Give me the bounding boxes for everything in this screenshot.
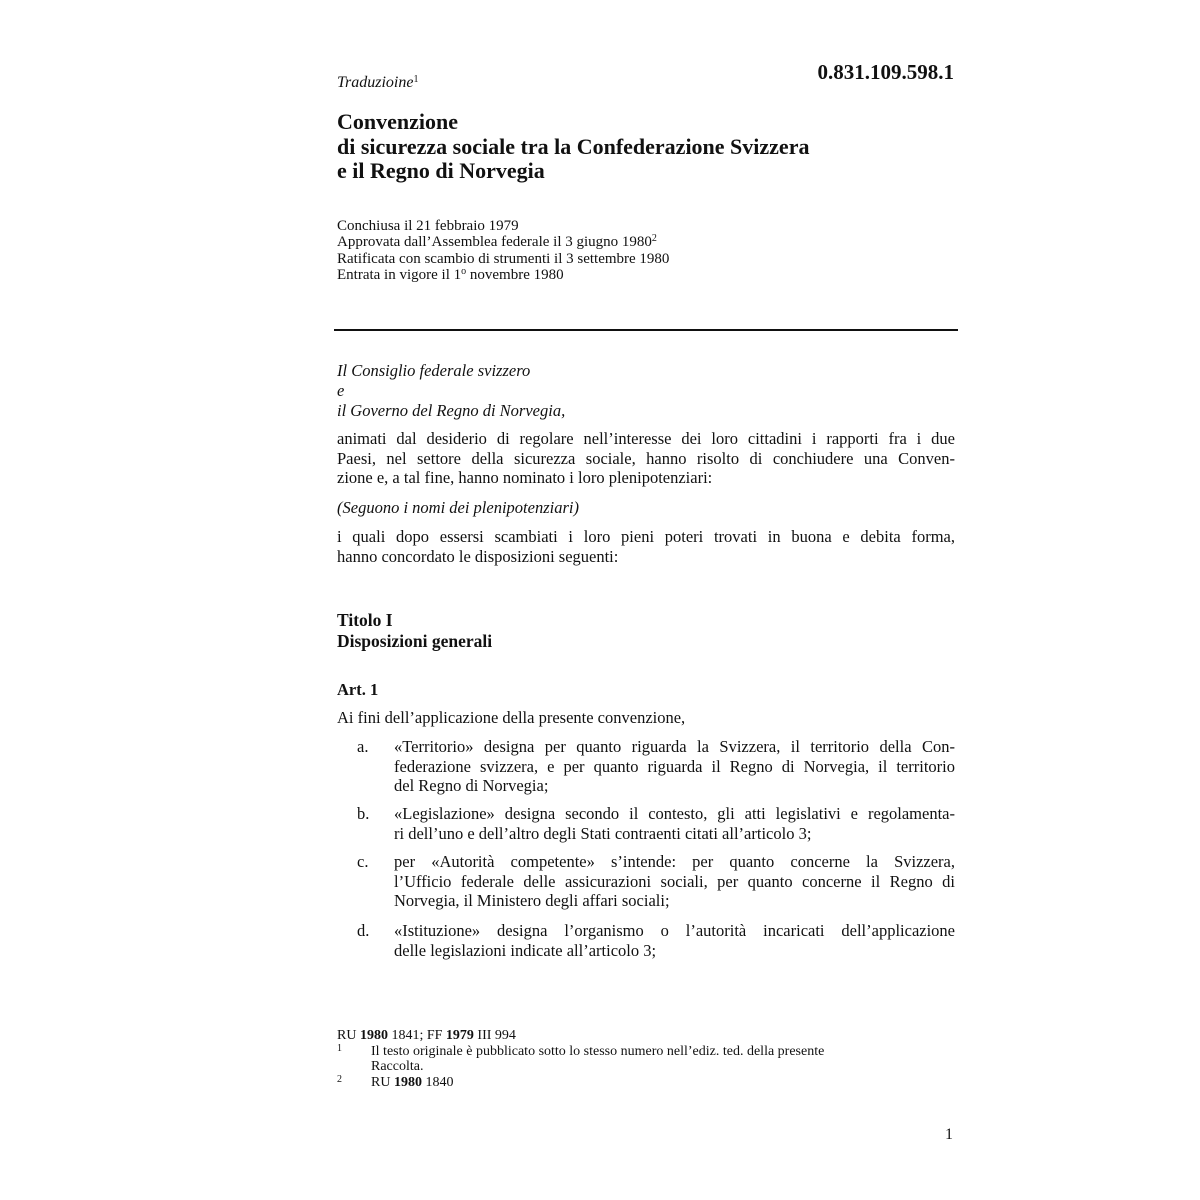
list-item-line: «Territorio» designa per quanto riguarda la Svizzera, il territorio della Con- <box>394 737 955 756</box>
footnote-ref-1[interactable]: 1 <box>413 74 419 85</box>
header-divider <box>334 329 958 331</box>
section-title-line-1: Titolo I <box>337 610 393 630</box>
footnote-mark: 2 <box>337 1073 342 1085</box>
list-item-line: delle legislazioni indicate all’articolo 3; <box>394 940 657 960</box>
ordinal-indicator: o <box>461 265 467 277</box>
list-item-text <box>394 852 955 911</box>
translation-label-text: Traduzioine <box>337 74 414 91</box>
footnote-1 <box>337 1042 825 1060</box>
footnote-text: Raccolta. <box>371 1059 424 1074</box>
plenipotentiaries-note: (Seguono i nomi dei plenipotenziari) <box>337 498 579 517</box>
footnote-1-continuation <box>337 1059 516 1075</box>
list-item-line: «Istituzione» designa l’organismo o l’autorità incaricati dell’applicazione <box>394 921 955 940</box>
preamble-conjunction: e <box>337 381 345 400</box>
date-in-force-prefix: Entrata in vigore il 1 <box>337 266 462 283</box>
list-item-line: Norvegia, il Ministero degli affari sociali; <box>394 891 670 910</box>
footnote-text <box>371 1075 453 1091</box>
list-item-text <box>394 804 955 843</box>
title-line-2: di sicurezza sociale tra la Confederazione Svizzera <box>337 133 810 159</box>
preamble-party-2: il Governo del Regno di Norvegia, <box>337 401 566 420</box>
footnote-mark: 1 <box>337 1042 342 1054</box>
list-item-line: per «Autorità competente» s’intende: per quanto concerne la Svizzera, <box>394 852 955 871</box>
preamble-p2-line-2: hanno concordato le disposizioni seguenti: <box>337 546 619 566</box>
list-item-letter: c. <box>357 852 369 871</box>
preamble-p1-line-1: animati dal desiderio di regolare nell’interesse dei loro cittadini i rapporti fra i due <box>337 429 955 448</box>
date-in-force-suffix: novembre 1980 <box>466 266 564 283</box>
list-item-letter: b. <box>357 804 370 823</box>
article-heading: Art. 1 <box>337 680 379 699</box>
preamble-p1-line-3: zione e, a tal fine, hanno nominato i loro plenipotenziari: <box>337 468 713 487</box>
document-title <box>337 110 809 184</box>
preamble-paragraph-1 <box>337 429 955 488</box>
sr-number: 0.831.109.598.1 <box>817 60 954 84</box>
date-approved-text: Approvata dall’Assemblea federale il 3 giugno 1980 <box>337 234 652 251</box>
list-item-line: l’Ufficio federale delle assicurazioni sociali, per quanto concerne il Regno di <box>394 871 955 891</box>
fn2-prefix: RU <box>371 1074 394 1090</box>
article-intro: Ai fini dell’applicazione della presente convenzione, <box>337 708 686 727</box>
enactment-dates <box>337 218 669 283</box>
ff-year: 1979 <box>445 1028 474 1043</box>
title-line-3: e il Regno di Norvegia <box>337 158 545 183</box>
translation-label <box>337 74 418 92</box>
footnotes <box>337 1028 825 1090</box>
title-line-1: Convenzione <box>337 109 458 134</box>
list-item-line: federazione svizzera, e per quanto riguarda il Regno di Norvegia, il territorio <box>394 756 955 776</box>
list-item-line: «Legislazione» designa secondo il contesto, gli atti legislativi e regolamenta- <box>394 804 955 823</box>
footnote-2 <box>337 1075 516 1091</box>
publication-reference <box>337 1028 516 1044</box>
section-title-line-2: Disposizioni generali <box>337 631 493 651</box>
ru-middle: 1841; FF <box>387 1028 446 1043</box>
footnote-text: Il testo originale è pubblicato sotto lo stesso numero nell’ediz. ted. della presente <box>371 1043 825 1059</box>
preamble-p2-line-1: i quali dopo essersi scambiati i loro pieni poteri trovati in buona e debita forma, <box>337 527 955 546</box>
list-item-line: del Regno di Norvegia; <box>394 776 549 795</box>
date-approved <box>337 234 669 250</box>
date-in-force <box>337 267 669 283</box>
ru-year: 1980 <box>359 1028 388 1043</box>
list-item-text <box>394 737 955 796</box>
list-item-letter: d. <box>357 921 370 940</box>
list-item-line: ri dell’uno e dell’altro degli Stati contraenti citati all’articolo 3; <box>394 823 812 843</box>
ff-rest: III 994 <box>473 1028 516 1043</box>
preamble-party-1: Il Consiglio federale svizzero <box>337 361 531 380</box>
preamble-paragraph-2 <box>337 527 955 566</box>
page-number: 1 <box>945 1126 953 1143</box>
section-heading <box>337 610 492 652</box>
ru-prefix: RU <box>337 1028 360 1043</box>
fn2-year: 1980 <box>393 1074 422 1090</box>
footnote-ref-2[interactable]: 2 <box>651 233 657 245</box>
date-concluded: Conchiusa il 21 febbraio 1979 <box>337 218 519 234</box>
fn2-rest: 1840 <box>421 1074 454 1090</box>
preamble-p1-line-2: Paesi, nel settore della sicurezza sociale, hanno risolto di conchiudere una Conven- <box>337 448 955 468</box>
date-ratified: Ratificata con scambio di strumenti il 3 settembre 1980 <box>337 250 670 267</box>
list-item-letter: a. <box>357 737 369 756</box>
list-item-text <box>394 921 955 960</box>
